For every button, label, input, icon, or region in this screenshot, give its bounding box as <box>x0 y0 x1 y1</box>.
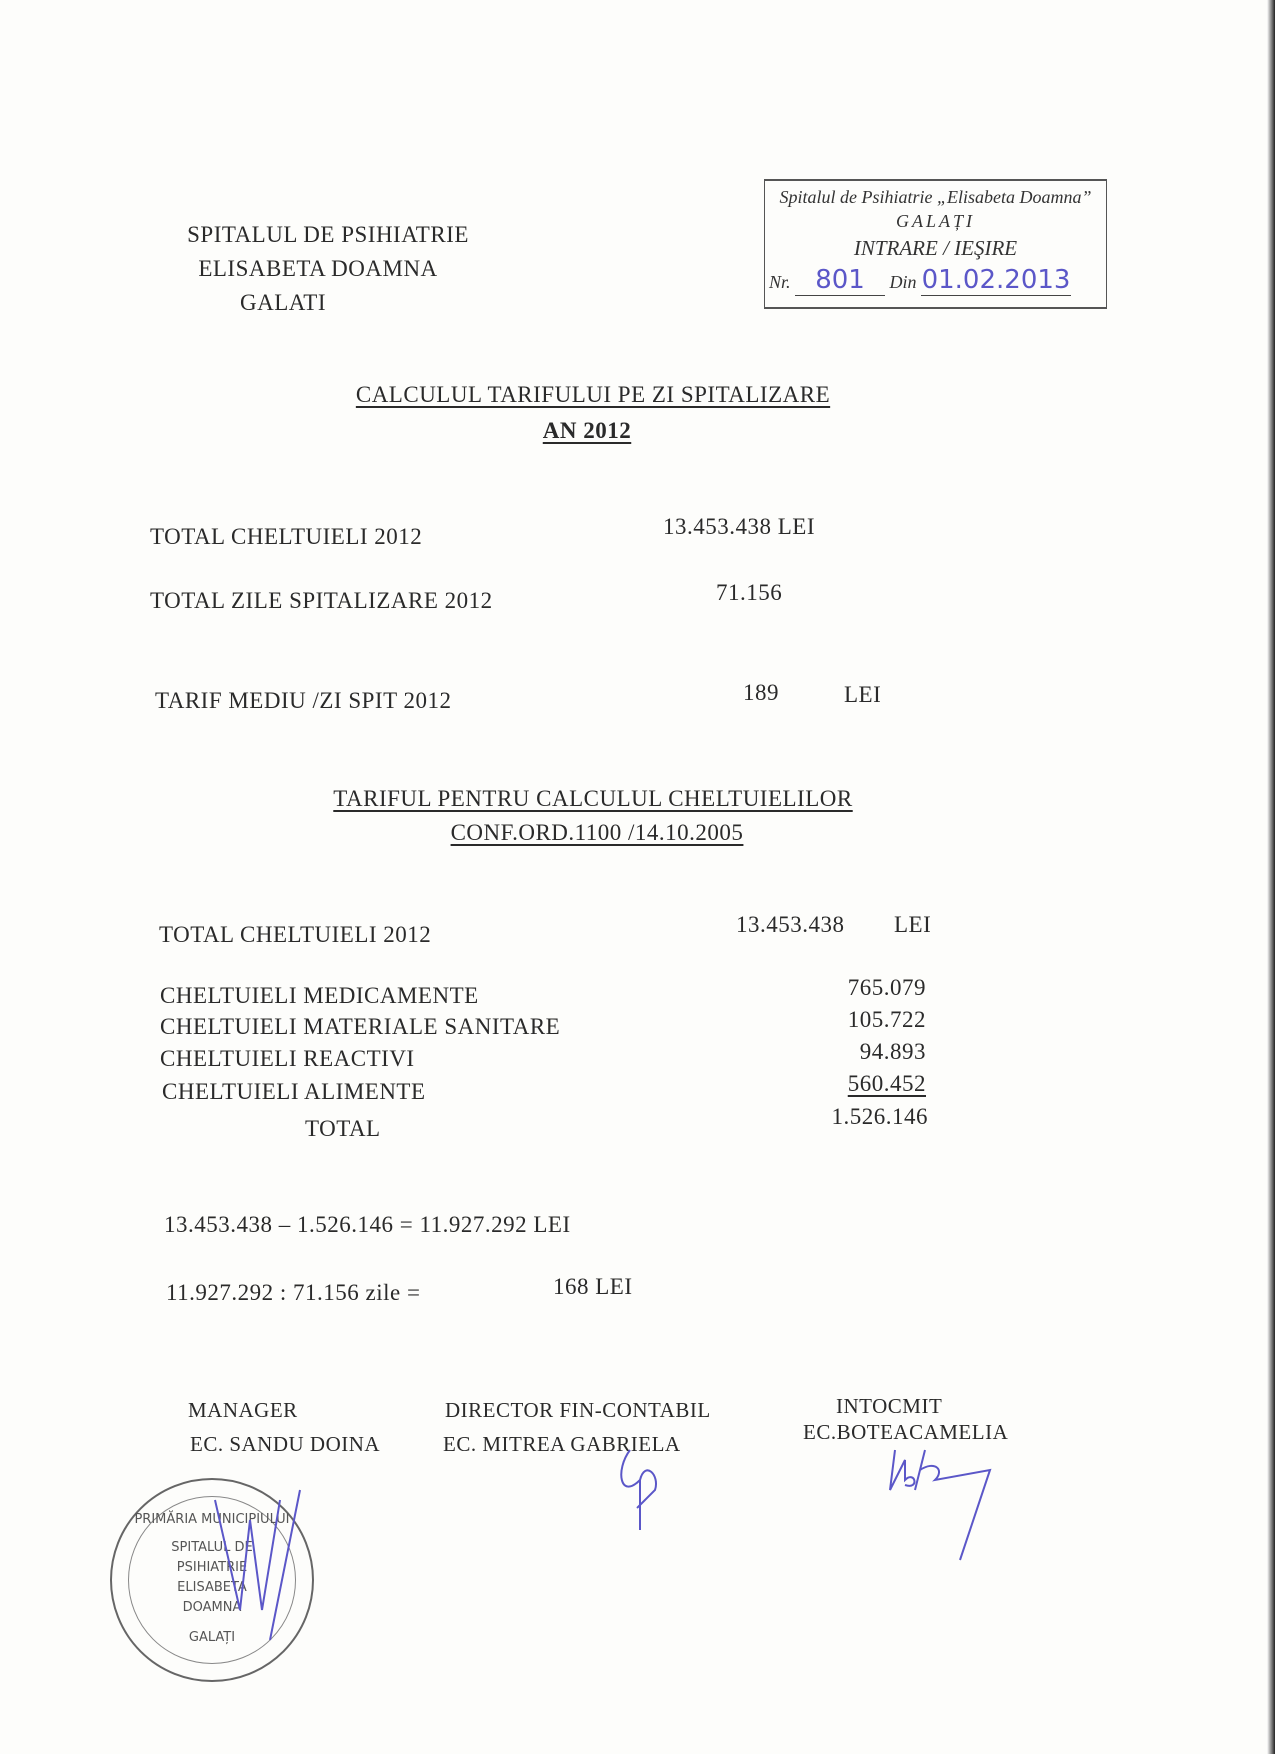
formula-division: 11.927.292 : 71.156 zile = <box>166 1280 421 1305</box>
formula-difference: 13.453.438 – 1.526.146 = 11.927.292 LEI <box>164 1212 571 1237</box>
item-label: CHELTUIELI MATERIALE SANITARE <box>160 1014 561 1039</box>
title-year: AN 2012 <box>542 418 632 443</box>
seal-bottom-text: GALAȚI <box>188 1630 236 1645</box>
item-value: 560.452 <box>847 1071 926 1096</box>
total-unit: LEI <box>894 912 932 937</box>
items-total-label: TOTAL <box>305 1116 381 1141</box>
seal-outer-text: PRIMĂRIA MUNICIPIULUI <box>134 1512 290 1527</box>
item-value: 94.893 <box>859 1039 926 1064</box>
stamp-line: INTRARE / IEŞIRE <box>853 236 1018 260</box>
din-value: 01.02.2013 <box>921 265 1071 295</box>
signature-name: EC. SANDU DOINA <box>190 1432 381 1456</box>
item-value: 105.722 <box>847 1007 926 1032</box>
title-order: CONF.ORD.1100 /14.10.2005 <box>450 820 744 845</box>
total-value: 13.453.438 <box>736 912 845 937</box>
summary-label: TARIF MEDIU /ZI SPIT 2012 <box>155 688 452 713</box>
signature-role: INTOCMIT <box>836 1394 943 1418</box>
signature-manager <box>215 1490 300 1640</box>
summary-value: 71.156 <box>716 580 783 605</box>
formula-result: 168 LEI <box>553 1274 633 1299</box>
nr-label: Nr. <box>769 272 791 292</box>
total-label: TOTAL CHELTUIELI 2012 <box>159 922 432 947</box>
seal-inner-text: ELISABETA <box>177 1580 247 1595</box>
title-second: TARIFUL PENTRU CALCULUL CHELTUIELILOR <box>333 786 853 811</box>
summary-value: 189 <box>743 680 779 705</box>
signature-intocmit <box>890 1450 990 1560</box>
nr-value: 801 <box>795 265 885 296</box>
seal-inner-text: DOAMNA <box>182 1600 242 1615</box>
signature-director <box>621 1450 656 1530</box>
seal-inner-text: PSIHIATRIE <box>176 1560 248 1575</box>
signature-name: EC.BOTEACAMELIA <box>803 1420 1009 1444</box>
header-line: GALATI <box>239 290 327 315</box>
seal-inner-text: SPITALUL DE <box>171 1540 253 1555</box>
summary-label: TOTAL CHELTUIELI 2012 <box>150 524 423 549</box>
item-label: CHELTUIELI ALIMENTE <box>162 1079 426 1104</box>
summary-value: 13.453.438 LEI <box>663 514 816 539</box>
title-main: CALCULUL TARIFULUI PE ZI SPITALIZARE <box>355 382 831 407</box>
item-value: 765.079 <box>847 975 926 1000</box>
summary-label: TOTAL ZILE SPITALIZARE 2012 <box>150 588 493 613</box>
items-total-value: 1.526.146 <box>831 1104 928 1129</box>
header-line: ELISABETA DOAMNA <box>198 256 438 281</box>
stamp-line: GALAȚI <box>895 211 975 231</box>
item-label: CHELTUIELI MEDICAMENTE <box>160 983 479 1008</box>
signature-name: EC. MITREA GABRIELA <box>443 1432 681 1456</box>
header-line: SPITALUL DE PSIHIATRIE <box>187 222 469 247</box>
signature-role: MANAGER <box>188 1398 298 1422</box>
summary-unit: LEI <box>844 682 882 707</box>
din-label: Din <box>889 272 917 292</box>
item-label: CHELTUIELI REACTIVI <box>160 1046 415 1071</box>
stamp-line: Spitalul de Psihiatrie „Elisabeta Doamna” <box>779 187 1092 207</box>
signature-role: DIRECTOR FIN-CONTABIL <box>445 1398 711 1422</box>
